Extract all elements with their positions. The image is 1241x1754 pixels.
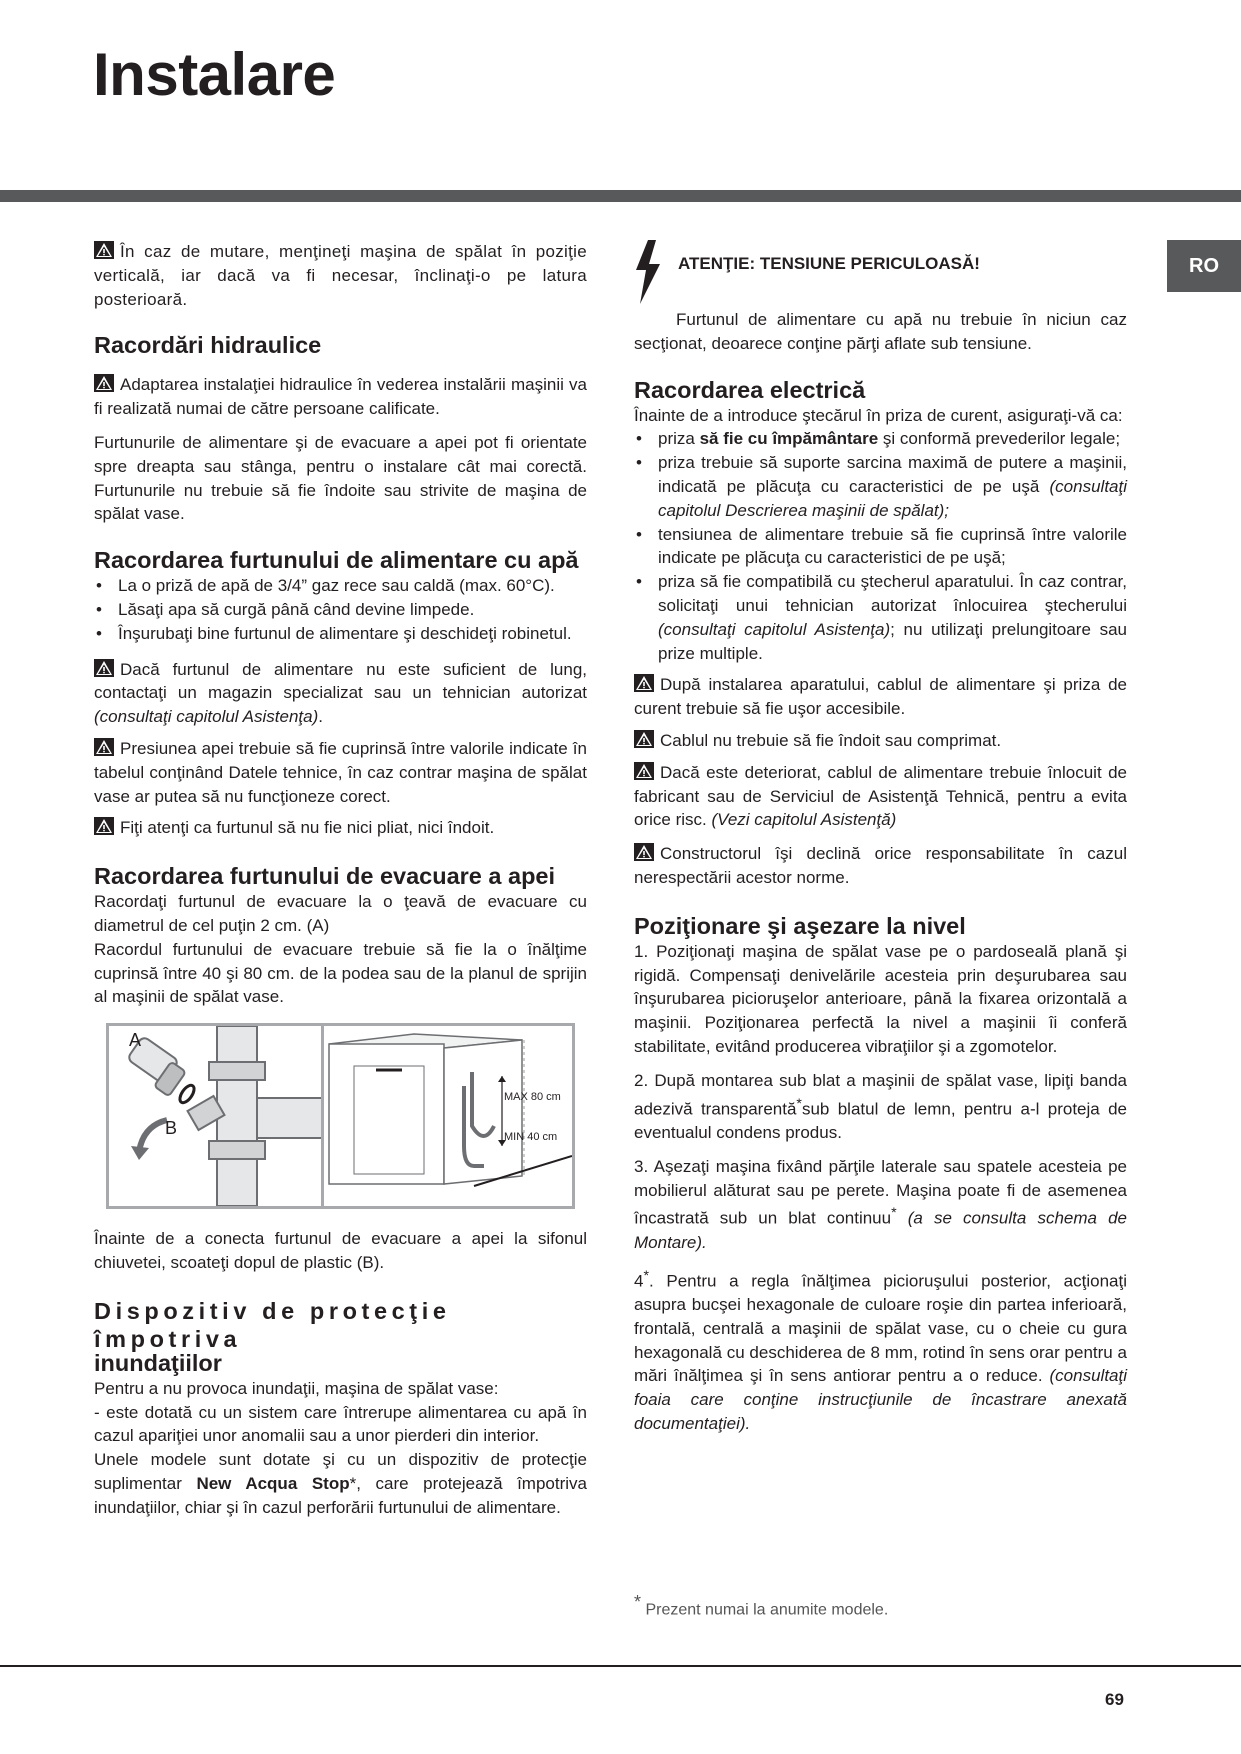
intro-text: În caz de mutare, menţineţi maşina de spălat în poziţie verticală, iar dacă va fi necesar, înclinaţi-o pe latura posterioară. [94,242,587,309]
danger-paragraph: Furtunul de alimentare cu apă nu trebuie în niciun caz secţionat, deoarece conţine părţi aflate sub tensiune. [634,310,1127,353]
warning-icon [634,674,654,692]
warning-icon [634,730,654,748]
warning-icon [94,738,114,756]
drain-figures [94,1023,587,1213]
list-item: • La o priză de apă de 3/4” gaz rece sau caldă (max. 60°C). [94,574,587,598]
leveling-paragraph-2: 2. După montarea sub blat a maşinii de spălat vase, lipiţi banda adezivă transparentă*sub blatul de lemn, pentru a-l proteja de eventualul condens produs. [634,1070,1127,1142]
flood-paragraph-2: - este dotată cu un sistem care întrerupe alimentarea cu apă în cazul apariţiei unor anomalii sau a unor pierderi din interior. [94,1402,587,1446]
drain-paragraph-2: Racordul furtunului de evacuare trebuie să fie la o înălţime cuprinsă între 40 şi 80 cm. de la podea sau de la planul de sprijin al maşinii de spălat vase. [94,939,587,1007]
hydraulic-heading: Racordări hidraulice [94,332,322,359]
min-height-label: MIN 40 cm [504,1131,558,1144]
leveling-paragraph-4: 4*. Pentru a regla înălţimea picioruşului posterior, acţionaţi asupra bucşei hexagonale de culoare roşie din partea inferioară, frontală, centrală a maşinii de spălat vase, cu o cheie cu gura hexagonală cu deschiderea de 8 mm, rotind în sens orar pentru a mări înălţimea şi în sens antiorar pentru a o reduce. (consultaţi foaia care conţine instrucţiunile de încastrare anexată documentaţiei). [634,1267,1127,1434]
drain-paragraph-1: Racordaţi furtunul de evacuare la o ţeavă de evacuare cu diametrul de cel puţin 2 cm. (A) [94,892,587,935]
electric-intro: Înainte de a introduce ştecărul în priza de curent, asiguraţi-vă ca: [634,405,1123,425]
bottom-divider [0,1665,1241,1667]
flood-heading-line-1: Dispozitiv de protecţie împotriva [94,1297,451,1352]
label-b: B [165,1118,178,1139]
electric-heading: Racordarea electrică [634,376,866,403]
leveling-paragraph-3: 3. Aşezaţi maşina fixând părţile laterale sau spatele acesteia pe mobilierul alăturat sau pe perete. Maşina poate fi de asemenea încastrată sub un blat continuu* (a se consulta schema de Montare). [634,1156,1127,1252]
hydraulic-paragraph: Furtunurile de alimentare şi de evacuare a apei pot fi orientate spre dreapta sau stânga, pentru o instalare cât mai corectă. Furtunurile nu trebuie să fie îndoite sau strivite de maşina de spălat vase. [94,432,587,524]
electric-warning-access: După instalarea aparatului, cablul de alimentare şi priza de curent trebuie să fie uşor accesibile. [634,675,1127,719]
leveling-heading: Poziţionare şi aşezare la nivel [634,912,966,939]
list-item: • Înşurubaţi bine furtunul de alimentare şi deschideţi robinetul. [94,622,587,646]
warning-icon [94,241,114,259]
warning-icon [634,843,654,861]
electric-warning-liability: Constructorul îşi declină orice responsabilitate în cazul nerespectării acestor norme. [634,844,1127,887]
supply-warning-length: Dacă furtunul de alimentare nu este suficient de lung, contactaţi un magazin specializat sau un tehnician autorizat (consultaţi capitolul Asistenţa). [94,659,587,727]
warning-icon [94,374,114,392]
flood-paragraph-1: Pentru a nu provoca inundaţii, maşina de spălat vase: [94,1378,499,1398]
list-item: • priza să fie cu împământare şi conformă prevederilor legale; [634,427,1127,451]
flood-heading-line-2: inundaţiilor [94,1349,222,1376]
page-title: Instalare [93,41,336,108]
drain-paragraph-3: Înainte de a conecta furtunul de evacuare a apei la sifonul chiuvetei, scoateţi dopul de plastic (B). [94,1229,587,1272]
supply-warning-fold: Fiţi atenţi ca furtunul să nu fie nici pliat, nici îndoit. [94,816,587,840]
language-tab: RO [1167,240,1241,292]
drain-heading: Racordarea furtunului de evacuare a apei [94,863,556,890]
electric-list [634,427,1127,665]
list-item: • Lăsaţi apa să curgă până când devine limpede. [94,598,587,622]
leveling-paragraph-1: 1. Poziţionaţi maşina de spălat vase pe o pardoseală plană şi rigidă. Compensaţi denivelările acesteia prin deşurubarea sau înşurubarea picioruşelor anterioare, până la fixarea orizontală a maşinii. Poziţionarea perfectă la nivel a maşinii îi conferă stabilitate, evitând producerea vibraţiilor şi a zgomotelor. [634,941,1127,1056]
danger-block [634,240,1127,300]
supply-warning-pressure: Presiunea apei trebuie să fie cuprinsă între valorile indicate în tabelul conţinând Datele tehnice, în caz contrar maşina de spălat vase ar putea să nu funcţioneze corect. [94,738,587,806]
height-drawing [324,1026,572,1206]
max-height-label: MAX 80 cm [504,1091,561,1104]
siphon-drawing [109,1026,337,1206]
warning-icon [94,659,114,677]
siphon-figure [106,1023,340,1209]
list-item: • tensiunea de alimentare trebuie să fie cuprinsă între valorile indicate pe plăcuţa cu caracteristici de pe uşă; [634,523,1127,571]
footnote: * Prezent numai la anumite modele. [634,1592,889,1619]
electric-warning-cable: Cablul nu trebuie să fie îndoit sau comprimat. [634,729,1127,753]
right-column [634,240,1127,1436]
hydraulic-warning [94,373,587,421]
lightning-bolt-icon [634,240,662,304]
list-item: • priza să fie compatibilă cu ştecherul aparatului. În caz contrar, solicitaţi unui tehnician autorizat înlocuirea ştecherului (consultaţi capitolul Asistenţa); nu utilizaţi prelungitoare sau prize multiple. [634,570,1127,665]
electric-warning-damage: Dacă este deteriorat, cablul de alimentare trebuie înlocuit de fabricant sau de Serviciul de Asistenţă Tehnică, pentru a evita orice risc. (Vezi capitolul Asistenţă) [634,762,1127,830]
top-divider [0,190,1241,202]
hydraulic-warning-text: Adaptarea instalaţiei hidraulice în vederea instalării maşinii va fi realizată numai de către persoane calificate. [94,375,587,419]
height-figure [321,1023,575,1209]
supply-list [94,574,587,645]
danger-heading: ATENŢIE: TENSIUNE PERICULOASĂ! [678,254,980,273]
page-number: 69 [1105,1690,1124,1709]
left-column [94,240,587,1520]
warning-icon [634,762,654,780]
flood-paragraph-3: Unele modele sunt dotate şi cu un dispozitiv de protecţie suplimentar New Acqua Stop*, care protejează împotriva inundaţiilor, chiar şi în cazul perforării furtunului de alimentare. [94,1450,587,1517]
supply-heading: Racordarea furtunului de alimentare cu apă [94,547,579,574]
intro-paragraph [94,240,587,311]
warning-icon [94,817,114,835]
label-a: A [129,1030,142,1051]
list-item: • priza trebuie să suporte sarcina maximă de putere a maşinii, indicată pe plăcuţa cu caracteristici de pe uşă (consultaţi capitolul Descrierea maşinii de spălat); [634,451,1127,522]
